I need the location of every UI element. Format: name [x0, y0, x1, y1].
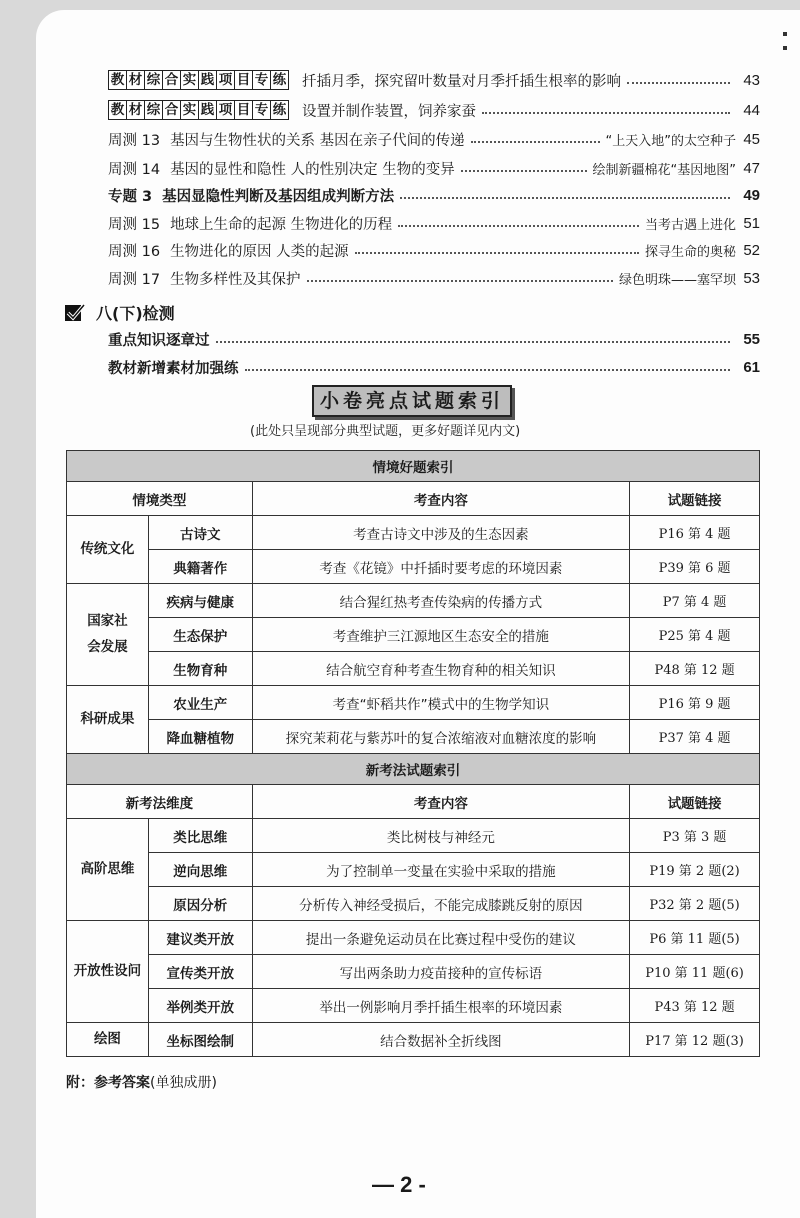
- table-row[interactable]: [67, 720, 760, 754]
- toc-title: 扦插月季，探究留叶数量对月季扦插生根率的影响: [302, 73, 621, 90]
- link-cell[interactable]: P19 第 2 题(2): [630, 853, 760, 887]
- table-row[interactable]: [67, 921, 760, 955]
- subcategory-cell: 疾病与健康: [148, 584, 252, 618]
- boxed-char: 项: [216, 70, 235, 90]
- boxed-char: 目: [234, 70, 253, 90]
- link-cell[interactable]: P37 第 4 题: [630, 720, 760, 754]
- subcategory-cell: 坐标图绘制: [148, 1023, 252, 1057]
- table-row[interactable]: [67, 819, 760, 853]
- link-cell[interactable]: P43 第 12 题: [630, 989, 760, 1023]
- boxed-char: 实: [180, 100, 199, 120]
- link-cell[interactable]: P32 第 2 题(5): [630, 887, 760, 921]
- boxed-char: 专: [252, 70, 271, 90]
- link-cell[interactable]: P25 第 4 题: [630, 618, 760, 652]
- content-cell: 类比树枝与神经元: [252, 819, 629, 853]
- leader-dots: [471, 141, 600, 143]
- boxed-label: [108, 100, 288, 120]
- toc-label: 周测 17: [108, 271, 161, 288]
- boxed-char: 练: [270, 100, 289, 120]
- toc-feature: “上天入地”的太空种子: [605, 133, 736, 149]
- link-cell[interactable]: P7 第 4 题: [630, 584, 760, 618]
- toc-title: 生物多样性及其保护: [170, 271, 301, 288]
- content-cell: 考查维护三江源地区生态安全的措施: [252, 618, 629, 652]
- content-cell: 考查古诗文中涉及的生态因素: [252, 516, 629, 550]
- page-number: 53: [743, 269, 760, 287]
- toc-title: 设置并制作装置，饲养家蚕: [302, 103, 476, 120]
- appendix-label: 附：参考答案: [66, 1075, 150, 1091]
- subcategory-cell: 原因分析: [148, 887, 252, 921]
- toc-label: 周测 15: [108, 216, 161, 233]
- toc-row[interactable]: [108, 266, 760, 290]
- category-line: 国家社: [87, 612, 128, 629]
- boxed-char: 材: [126, 70, 145, 90]
- content-cell: 探究茉莉花与紫苏叶的复合浓缩液对血糖浓度的影响: [252, 720, 629, 754]
- table-row[interactable]: [67, 989, 760, 1023]
- boxed-char: 练: [270, 70, 289, 90]
- table-row[interactable]: [67, 516, 760, 550]
- toc-title: 重点知识逐章过: [108, 332, 210, 349]
- link-cell[interactable]: P16 第 9 题: [630, 686, 760, 720]
- leader-dots: [216, 341, 731, 343]
- table-row[interactable]: [67, 887, 760, 921]
- subcategory-cell: 类比思维: [148, 819, 252, 853]
- toc-title: 生物进化的原因 人类的起源: [170, 243, 349, 260]
- subcategory-cell: 降血糖植物: [148, 720, 252, 754]
- leader-dots: [461, 170, 587, 172]
- toc-row[interactable]: [108, 156, 760, 180]
- check-icon: [64, 302, 84, 322]
- leader-dots: [245, 369, 731, 371]
- column-header: 新考法维度: [67, 785, 253, 819]
- table-row[interactable]: [67, 686, 760, 720]
- leader-dots: [400, 197, 730, 199]
- toc-row[interactable]: [108, 127, 760, 151]
- content-cell: 举出一例影响月季扦插生根率的环境因素: [252, 989, 629, 1023]
- page-number: 55: [743, 330, 760, 348]
- column-header: 试题链接: [630, 785, 760, 819]
- boxed-char: 目: [234, 100, 253, 120]
- table-row[interactable]: [67, 584, 760, 618]
- boxed-char: 践: [198, 70, 217, 90]
- table-row[interactable]: [67, 1023, 760, 1057]
- category-line: 会发展: [87, 638, 128, 655]
- toc-feature: 当考古遇上进化: [644, 217, 736, 233]
- boxed-char: 合: [162, 70, 181, 90]
- toc-label: 周测 14: [108, 161, 161, 178]
- link-cell[interactable]: P10 第 11 题(6): [630, 955, 760, 989]
- table-header-row: [67, 482, 760, 516]
- toc-feature: 绘制新疆棉花“基因地图”: [592, 162, 736, 178]
- index-title: 小卷亮点试题索引: [312, 385, 512, 417]
- table-header-row: [67, 785, 760, 819]
- category-cell: 高阶思维: [67, 819, 149, 921]
- toc-label: 周测 13: [108, 132, 161, 149]
- subcategory-cell: 宣传类开放: [148, 955, 252, 989]
- leader-dots: [482, 112, 730, 114]
- boxed-char: 教: [108, 70, 127, 90]
- toc-row[interactable]: [108, 68, 760, 92]
- toc-row[interactable]: [108, 183, 760, 207]
- toc-row[interactable]: [108, 355, 760, 379]
- page-number: 52: [743, 241, 760, 259]
- toc-row[interactable]: [108, 98, 760, 122]
- registration-marks: [776, 22, 794, 82]
- toc-label: 周测 16: [108, 243, 161, 260]
- boxed-char: 专: [252, 100, 271, 120]
- leader-dots: [355, 252, 639, 254]
- leader-dots: [398, 225, 639, 227]
- boxed-char: 综: [144, 70, 163, 90]
- toc-title: 教材新增素材加强练: [108, 360, 239, 377]
- link-cell[interactable]: P16 第 4 题: [630, 516, 760, 550]
- subcategory-cell: 古诗文: [148, 516, 252, 550]
- category-cell: 开放性设问: [67, 921, 149, 1023]
- subcategory-cell: 生态保护: [148, 618, 252, 652]
- section-heading: [64, 300, 175, 324]
- category-cell: 科研成果: [67, 686, 149, 754]
- page-number: 47: [743, 159, 760, 177]
- page-number: 49: [743, 186, 760, 204]
- boxed-char: 综: [144, 100, 163, 120]
- link-cell[interactable]: P17 第 12 题(3): [630, 1023, 760, 1057]
- toc-feature: 探寻生命的奥秘: [644, 244, 736, 260]
- toc-row[interactable]: [108, 211, 760, 235]
- question-index-table: [66, 450, 760, 1057]
- boxed-char: 教: [108, 100, 127, 120]
- content-cell: 写出两条助力疫苗接种的宣传标语: [252, 955, 629, 989]
- toc-feature: 绿色明珠——塞罕坝: [618, 272, 736, 288]
- subcategory-cell: 逆向思维: [148, 853, 252, 887]
- toc-title: 地球上生命的起源 生物进化的历程: [170, 216, 393, 233]
- toc-title: 基因的显性和隐性 人的性别决定 生物的变异: [170, 161, 455, 178]
- table-band-header: [67, 754, 760, 785]
- link-cell[interactable]: P3 第 3 题: [630, 819, 760, 853]
- content-cell: 考查“虾稻共作”模式中的生物学知识: [252, 686, 629, 720]
- boxed-char: 实: [180, 70, 199, 90]
- table-row[interactable]: [67, 853, 760, 887]
- toc-title: 基因显隐性判断及基因组成判断方法: [162, 188, 395, 205]
- content-cell: 结合数据补全折线图: [252, 1023, 629, 1057]
- subcategory-cell: 典籍著作: [148, 550, 252, 584]
- boxed-char: 项: [216, 100, 235, 120]
- subcategory-cell: 农业生产: [148, 686, 252, 720]
- content-cell: 考查《花镜》中扦插时要考虑的环境因素: [252, 550, 629, 584]
- subcategory-cell: 生物育种: [148, 652, 252, 686]
- toc-title: 基因与生物性状的关系 基因在亲子代间的传递: [170, 132, 465, 149]
- column-header: 试题链接: [630, 482, 760, 516]
- table-row[interactable]: [67, 550, 760, 584]
- section-title: 八(下)检测: [96, 303, 175, 323]
- index-subtitle: (此处只呈现部分典型试题，更多好题详见内文): [250, 424, 521, 439]
- link-cell[interactable]: P6 第 11 题(5): [630, 921, 760, 955]
- toc-row[interactable]: [108, 327, 760, 351]
- content-cell: 为了控制单一变量在实验中采取的措施: [252, 853, 629, 887]
- page-footer-number: — 2 -: [372, 1172, 426, 1197]
- band-title: 新考法试题索引: [67, 754, 760, 785]
- column-header: 情境类型: [67, 482, 253, 516]
- toc-label: 专题 3: [108, 188, 153, 205]
- column-header: 考查内容: [252, 482, 629, 516]
- band-title: 情境好题索引: [67, 451, 760, 482]
- content-cell: 结合航空育种考查生物育种的相关知识: [252, 652, 629, 686]
- subcategory-cell: 举例类开放: [148, 989, 252, 1023]
- page-number: 51: [743, 214, 760, 232]
- appendix-note: [66, 1072, 217, 1092]
- page-number: 61: [743, 358, 760, 376]
- content-cell: 提出一条避免运动员在比赛过程中受伤的建议: [252, 921, 629, 955]
- boxed-char: 践: [198, 100, 217, 120]
- page-number: 44: [743, 101, 760, 119]
- page-number: 43: [743, 71, 760, 89]
- toc-row[interactable]: [108, 238, 760, 262]
- category-cell: 绘图: [67, 1023, 149, 1057]
- appendix-detail: (单独成册): [150, 1075, 217, 1091]
- link-cell[interactable]: P48 第 12 题: [630, 652, 760, 686]
- boxed-label: [108, 70, 288, 90]
- leader-dots: [627, 82, 730, 84]
- table-row[interactable]: [67, 955, 760, 989]
- table-row[interactable]: [67, 652, 760, 686]
- link-cell[interactable]: P39 第 6 题: [630, 550, 760, 584]
- category-cell: 传统文化: [67, 516, 149, 584]
- category-cell: [67, 584, 149, 686]
- column-header: 考查内容: [252, 785, 629, 819]
- content-cell: 结合猩红热考查传染病的传播方式: [252, 584, 629, 618]
- leader-dots: [307, 280, 613, 282]
- boxed-char: 材: [126, 100, 145, 120]
- table-row[interactable]: [67, 618, 760, 652]
- content-cell: 分析传入神经受损后，不能完成膝跳反射的原因: [252, 887, 629, 921]
- page-number: 45: [743, 130, 760, 148]
- subcategory-cell: 建议类开放: [148, 921, 252, 955]
- table-band-header: [67, 451, 760, 482]
- boxed-char: 合: [162, 100, 181, 120]
